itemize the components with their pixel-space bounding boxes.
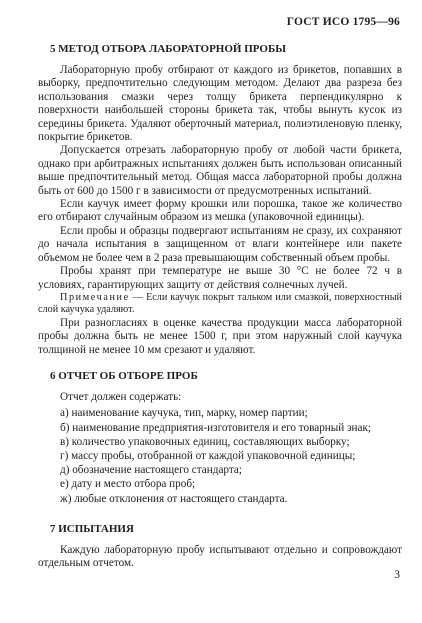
page-number: 3 <box>394 569 400 581</box>
section-5-paragraph-5: Пробы хранят при температуре не выше 30 °С не более 72 ч в условиях, гарантирующих защиту от действия солнечных лучей. <box>38 265 402 291</box>
section-5-paragraph-4: Если пробы и образцы подвергают испытаниям не сразу, их сохраняют до начала испытания в защищенном от влаги контейнере или пакете объемом не более чем в 2 раза превышающим собственный объем пробы. <box>38 224 402 264</box>
section-5-paragraph-2: Допускается отрезать лабораторную пробу от любой части брикета, однако при арбитражных испытаниях должен быть использован описанный выше предпочтительный метод. Общая масса лабораторной пробы должна быть от 600 до 1500 г в зависимости от предусмотренных испытаний. <box>38 144 402 197</box>
list-item: ж) любые отклонения от настоящего стандарта. <box>60 492 288 505</box>
list-item: д) обозначение настоящего стандарта; <box>60 464 242 477</box>
note-text: — Если каучук покрыт тальком или смазкой, поверхностный слой каучука удаляют. <box>38 291 402 316</box>
list-item: б) наименование предприятия-изготовителя и его товарный знак; <box>60 421 371 434</box>
list-item: е) дату и место отбора проб; <box>60 478 196 491</box>
note-label: Примечание <box>60 291 130 303</box>
list-item: в) количество упаковочных единиц, составляющих выборку; <box>60 435 350 448</box>
list-item: г) массу пробы, отобранной от каждой упаковочной единицы; <box>60 449 356 462</box>
section-5-paragraph-6: При разногласиях в оценке качества продукции масса лабораторной пробы должна быть не менее 1500 г, при этом наружный слой каучука толщиной не менее 10 мм срезают и удаляют. <box>38 316 402 356</box>
page-content <box>38 42 402 571</box>
standard-header: ГОСТ ИСО 1795—96 <box>286 16 400 28</box>
section-5-paragraph-3: Если каучук имеет форму крошки или порошка, такое же количество его отбирают случайным образом из мешка (упаковочной единицы). <box>38 198 402 224</box>
section-6-heading: 6 ОТЧЕТ ОБ ОТБОРЕ ПРОБ <box>50 369 198 382</box>
section-5-note <box>38 292 402 317</box>
section-5-paragraph-1: Лабораторную пробу отбирают от каждого из брикетов, попавших в выборку, предпочтительно следующим методом. Делают два разреза без использования смазки через толщу брикета перпендикулярно к поверхности наибольшей стороны брикета так, чтобы вынуть кусок из середины брикета. Удаляют оберточный материал, полиэтиленовую пленку, покрытие брикетов. <box>38 64 402 144</box>
section-7-paragraph-1: Каждую лабораторную пробу испытывают отдельно и сопровождают отдельным отчетом. <box>38 543 402 570</box>
section-5-heading: 5 МЕТОД ОТБОРА ЛАБОРАТОРНОЙ ПРОБЫ <box>50 43 287 55</box>
list-item: а) наименование каучука, тип, марку, номер партии; <box>60 407 308 420</box>
report-contents-list <box>38 406 402 505</box>
section-6-intro: Отчет должен содержать: <box>60 390 182 403</box>
section-7-heading: 7 ИСПЫТАНИЯ <box>50 522 134 535</box>
